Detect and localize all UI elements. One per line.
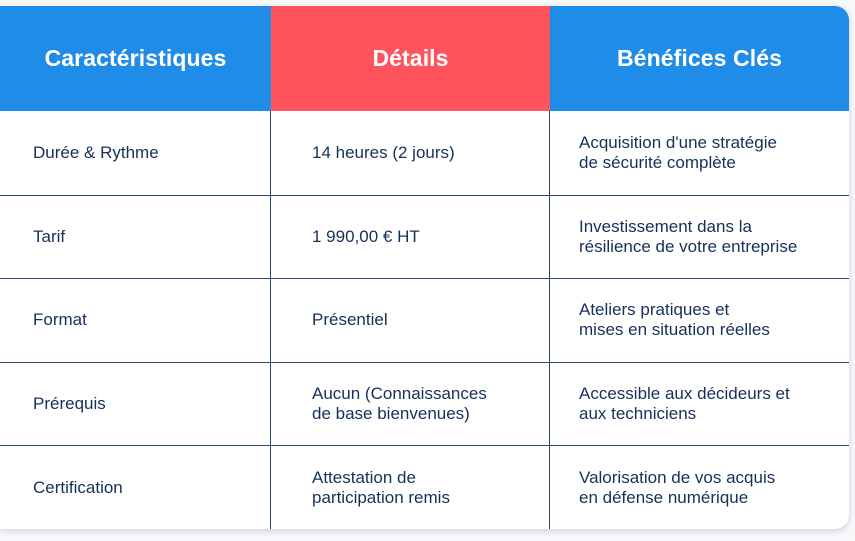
feature-label: Format xyxy=(33,310,87,330)
benefit-cell xyxy=(550,363,849,446)
table-row xyxy=(0,445,849,529)
detail-value: Aucun (Connaissances de base bienvenues) xyxy=(312,384,487,424)
feature-label: Certification xyxy=(33,477,123,497)
feature-cell xyxy=(0,279,271,362)
table-row xyxy=(0,362,849,446)
benefit-text: Ateliers pratiques et mises en situation réelles xyxy=(579,300,770,340)
detail-value: 14 heures (2 jours) xyxy=(312,142,455,162)
detail-value: 1 990,00 € HT xyxy=(312,226,420,246)
benefit-text: Investissement dans la résilience de votre entreprise xyxy=(579,216,798,256)
benefit-text: Accessible aux décideurs et aux techniciens xyxy=(579,384,790,424)
benefit-cell xyxy=(550,446,849,529)
benefit-cell xyxy=(550,111,849,195)
feature-label: Durée & Rythme xyxy=(33,142,159,162)
benefit-text: Acquisition d'une stratégie de sécurité complète xyxy=(579,132,777,172)
table-header xyxy=(0,6,849,111)
feature-cell xyxy=(0,363,271,446)
feature-cell xyxy=(0,196,271,279)
detail-cell xyxy=(271,446,550,529)
benefit-text: Valorisation de vos acquis en défense numérique xyxy=(579,467,776,507)
table-row xyxy=(0,111,849,195)
detail-cell xyxy=(271,196,550,279)
detail-cell xyxy=(271,111,550,195)
detail-cell xyxy=(271,363,550,446)
feature-cell xyxy=(0,446,271,529)
comparison-table xyxy=(0,6,849,529)
detail-value: Présentiel xyxy=(312,310,388,330)
table-row xyxy=(0,195,849,279)
table-body xyxy=(0,111,849,529)
feature-label: Tarif xyxy=(33,226,66,246)
feature-cell xyxy=(0,111,271,195)
table-row xyxy=(0,278,849,362)
detail-value: Attestation de participation remis xyxy=(312,467,450,507)
benefit-cell xyxy=(550,279,849,362)
detail-cell xyxy=(271,279,550,362)
feature-label: Prérequis xyxy=(33,394,106,414)
benefit-cell xyxy=(550,196,849,279)
header-benefices-cles: Bénéfices Clés xyxy=(550,6,849,111)
header-caracteristiques: Caractéristiques xyxy=(0,6,271,111)
header-details: Détails xyxy=(271,6,550,111)
